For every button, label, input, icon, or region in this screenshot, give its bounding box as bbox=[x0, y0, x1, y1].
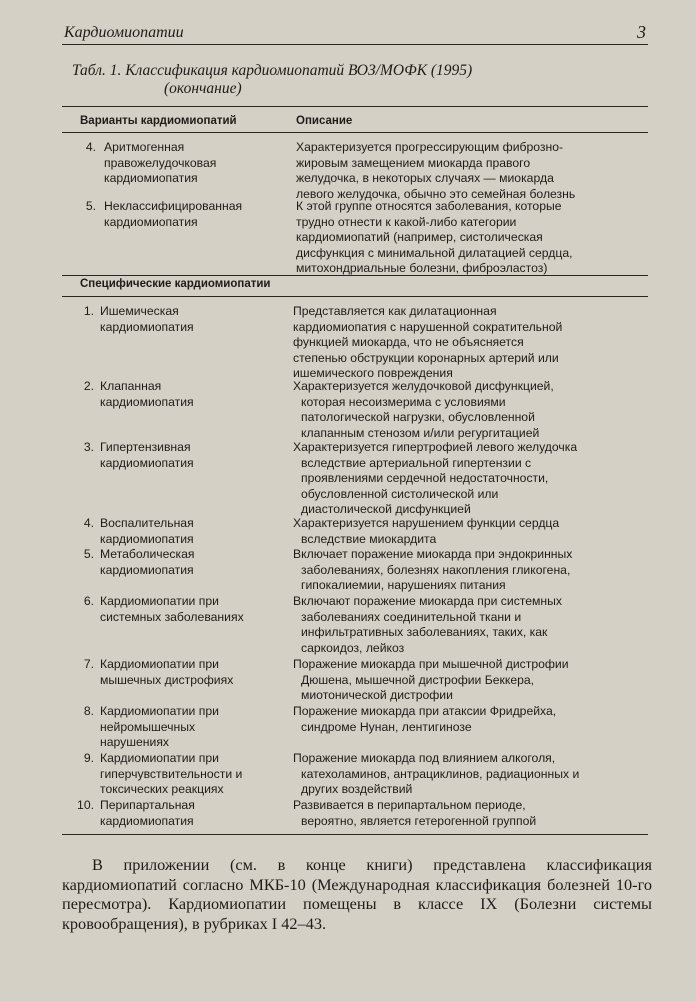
row-desc-line: Характеризуется желудочковой дисфункцией, bbox=[293, 379, 554, 393]
page-number: 3 bbox=[637, 22, 646, 42]
row-name-line: Кардиомиопатии при bbox=[100, 704, 219, 718]
section-title: Специфические кардиомиопатии bbox=[80, 278, 271, 290]
row-description bbox=[293, 547, 643, 594]
row-name bbox=[100, 798, 280, 829]
body-paragraph: В приложении (см. в конце книги) представлена классификация кардиомиопатий согласно МКБ-10 (Международная классификация болезней 10-го пересмотра). Кардиомиопатии помещены в классе IX (Болезни системы кровообращения), в рубриках I 42–43. bbox=[62, 855, 652, 933]
row-desc-line: вероятно, является гетерогенной группой bbox=[301, 813, 537, 828]
row-desc-line: Поражение миокарда при мышечной дистрофии bbox=[293, 657, 569, 671]
row-name bbox=[100, 751, 280, 798]
row-description bbox=[293, 594, 643, 656]
row-name-line: кардиомиопатия bbox=[100, 455, 194, 470]
row-name-line: кардиомиопатия bbox=[100, 813, 194, 828]
row-description bbox=[293, 657, 643, 704]
row-name bbox=[100, 594, 280, 625]
row-desc-line: трудно отнести к какой-либо категории bbox=[296, 214, 517, 229]
row-name-line: Аритмогенная bbox=[104, 140, 185, 154]
row-number: 2. bbox=[83, 379, 94, 393]
row-desc-line: вследствие миокардита bbox=[301, 531, 437, 546]
row-number: 6. bbox=[83, 594, 94, 608]
row-description bbox=[296, 199, 646, 277]
row-desc-line: Развивается в перипартальном периоде, bbox=[293, 798, 526, 812]
row-name-line: кардиомиопатия bbox=[100, 394, 194, 409]
row-description bbox=[293, 704, 643, 735]
header-rule bbox=[62, 132, 648, 133]
row-name-line: Неклассифицированная bbox=[104, 199, 243, 213]
row-name-line: нейромышечных bbox=[100, 719, 196, 734]
row-desc-line: саркоидоз, лейкоз bbox=[301, 640, 405, 655]
row-name-line: Кардиомиопатии при bbox=[100, 594, 219, 608]
row-desc-line: синдроме Нунан, лентигинозе bbox=[301, 719, 472, 734]
row-name-line: гиперчувствительности и bbox=[100, 766, 243, 781]
running-head-title: Кардиомиопатии bbox=[64, 24, 184, 41]
row-desc-line: инфильтративных заболеваниях, таких, как bbox=[301, 625, 548, 640]
row-name bbox=[100, 440, 280, 471]
section-rule bbox=[62, 275, 648, 276]
row-desc-line: желудочка, в некоторых случаях — миокарда bbox=[296, 171, 554, 186]
row-desc-line: Поражение миокарда при атаксии Фридрейха, bbox=[293, 704, 557, 718]
row-name bbox=[104, 140, 284, 187]
row-name-line: токсических реакциях bbox=[100, 782, 224, 797]
row-number: 3. bbox=[83, 440, 94, 454]
row-name-line: Ишемическая bbox=[100, 304, 179, 318]
row-desc-line: Включают поражение миокарда при системных bbox=[293, 594, 562, 608]
table-caption-continued: (окончание) bbox=[164, 80, 242, 97]
row-desc-line: кардиомиопатий (например, систолическая bbox=[296, 230, 543, 245]
row-name bbox=[100, 304, 280, 335]
row-name-line: системных заболеваниях bbox=[100, 609, 244, 624]
row-name bbox=[104, 199, 284, 230]
column-header-description: Описание bbox=[296, 115, 353, 127]
section-rule-bottom bbox=[62, 296, 648, 297]
row-name-line: Клапанная bbox=[100, 379, 162, 393]
table-caption bbox=[72, 62, 632, 98]
row-number: 1. bbox=[83, 304, 94, 318]
row-desc-line: Характеризуется нарушением функции сердца bbox=[293, 516, 560, 530]
row-name-line: кардиомиопатия bbox=[104, 214, 198, 229]
row-name bbox=[100, 379, 280, 410]
row-desc-line: Включает поражение миокарда при эндокринных bbox=[293, 547, 573, 561]
row-name-line: кардиомиопатия bbox=[104, 171, 198, 186]
row-name bbox=[100, 547, 280, 578]
row-desc-line: степенью обструкции коронарных артерий или bbox=[293, 350, 559, 365]
row-name-line: кардиомиопатия bbox=[100, 531, 194, 546]
column-header-variants: Варианты кардиомиопатий bbox=[80, 115, 237, 127]
row-description bbox=[296, 140, 646, 202]
running-head bbox=[62, 22, 648, 45]
table-bottom-rule bbox=[62, 834, 648, 835]
row-name-line: кардиомиопатия bbox=[100, 562, 194, 577]
row-description bbox=[293, 379, 643, 441]
row-name-line: Кардиомиопатии при bbox=[100, 751, 219, 765]
row-desc-line: вследствие артериальной гипертензии с bbox=[301, 455, 532, 470]
row-desc-line: проявлениями сердечной недостаточности, bbox=[301, 471, 549, 486]
row-number: 10. bbox=[77, 798, 94, 812]
row-desc-line: кардиомиопатия с нарушенной сократительной bbox=[293, 319, 563, 334]
row-name bbox=[100, 516, 280, 547]
row-desc-line: катехоламинов, антрациклинов, радиационных и bbox=[301, 766, 580, 781]
table-caption-line: Табл. 1. Классификация кардиомиопатий ВОЗ/МОФК (1995) bbox=[72, 62, 473, 79]
row-name-line: Метаболическая bbox=[100, 547, 195, 561]
row-desc-line: ишемического повреждения bbox=[293, 366, 453, 381]
row-desc-line: Характеризуется гипертрофией левого желудочка bbox=[293, 440, 578, 454]
row-desc-line: диастолической дисфункцией bbox=[301, 502, 471, 517]
row-desc-line: патологической нагрузки, обусловленной bbox=[301, 410, 535, 425]
row-number: 4. bbox=[83, 516, 94, 530]
row-desc-line: Дюшена, мышечной дистрофии Беккера, bbox=[301, 672, 535, 687]
row-name-line: нарушениях bbox=[100, 735, 170, 750]
row-name bbox=[100, 657, 280, 688]
row-desc-line: которая несоизмерима с условиями bbox=[301, 394, 506, 409]
row-desc-line: обусловленной систолической или bbox=[301, 486, 499, 501]
row-name bbox=[100, 704, 280, 751]
row-desc-line: Представляется как дилатационная bbox=[293, 304, 497, 318]
row-description bbox=[293, 516, 643, 547]
table-top-rule bbox=[62, 106, 648, 107]
row-name-line: Кардиомиопатии при bbox=[100, 657, 219, 671]
row-desc-line: митохондриальные болезни, фиброэластоз) bbox=[296, 261, 548, 276]
row-desc-line: заболеваниях, болезнях накопления гликогена, bbox=[301, 562, 571, 577]
row-description bbox=[293, 798, 643, 829]
row-name-line: Гипертензивная bbox=[100, 440, 191, 454]
row-desc-line: дисфункция с минимальной дилатацией сердца, bbox=[296, 245, 573, 260]
row-number: 5. bbox=[85, 199, 96, 213]
row-name-line: мышечных дистрофиях bbox=[100, 672, 234, 687]
row-desc-line: других воздействий bbox=[301, 782, 413, 797]
row-desc-line: Характеризуется прогрессирующим фиброзно- bbox=[296, 140, 564, 154]
row-desc-line: функцией миокарда, что не объясняется bbox=[293, 335, 524, 350]
row-desc-line: миотонической дистрофии bbox=[301, 688, 453, 703]
row-description bbox=[293, 304, 643, 382]
row-number: 4. bbox=[85, 140, 96, 154]
row-name-line: кардиомиопатия bbox=[100, 319, 194, 334]
row-name-line: правожелудочковая bbox=[104, 155, 217, 170]
row-name-line: Перипартальная bbox=[100, 798, 195, 812]
row-desc-line: клапанным стенозом и/или регургитацией bbox=[301, 425, 540, 440]
row-desc-line: заболеваниях соединительной ткани и bbox=[301, 609, 522, 624]
row-desc-line: жировым замещением миокарда правого bbox=[296, 155, 531, 170]
row-desc-line: Поражение миокарда под влиянием алкоголя, bbox=[293, 751, 556, 765]
row-desc-line: гипокалиемии, нарушениях питания bbox=[301, 578, 506, 593]
row-description bbox=[293, 751, 643, 798]
row-desc-line: К этой группе относятся заболевания, которые bbox=[296, 199, 562, 213]
row-number: 8. bbox=[83, 704, 94, 718]
row-number: 7. bbox=[83, 657, 94, 671]
row-number: 9. bbox=[83, 751, 94, 765]
row-number: 5. bbox=[83, 547, 94, 561]
row-name-line: Воспалительная bbox=[100, 516, 194, 530]
row-description bbox=[293, 440, 643, 518]
row-desc-line: левого желудочка, обычно это семейная болезнь bbox=[296, 186, 576, 201]
